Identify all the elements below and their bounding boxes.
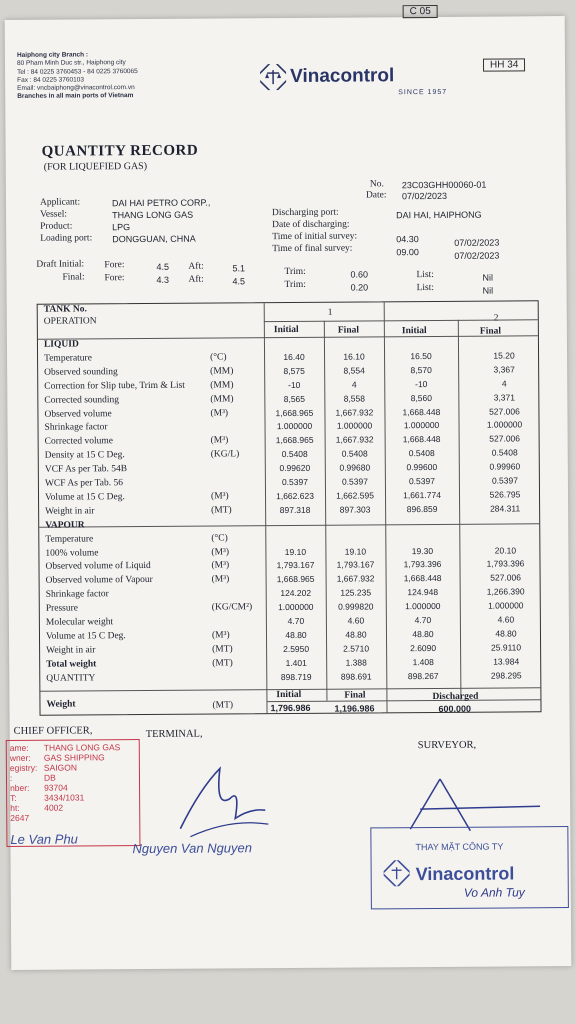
row-label: Corrected sounding [44,394,120,406]
no-label: No. [369,179,384,190]
row-unit: (MT) [212,658,233,669]
table-row [40,642,576,657]
ship-stamp-line: ame: THANG LONG GAS [9,742,121,753]
row-unit: (KG/L) [210,449,240,460]
row-cell: -10 [288,379,301,390]
row-cell [385,531,459,532]
row-cell: 0.5408 [408,448,435,459]
sum-initial-label: Initial [276,689,302,701]
tank1-header: 1 [327,307,333,318]
discharging-port-label: Discharging port: [272,207,339,219]
row-cell: -10 [415,378,428,389]
row-unit: (M³) [211,574,230,585]
row-label: Observed sounding [44,366,118,378]
table-row [39,475,576,490]
draft-initial-label: Draft Initial: [36,259,85,270]
row-unit: (MM) [210,366,234,377]
row-cell: 4 [501,378,507,389]
page-tag: C 05 [403,5,438,18]
row-unit: (°C) [210,352,227,363]
draft-initial-aft: 5.1 [232,263,245,274]
table-row [40,600,576,615]
document-page [5,5,572,970]
final-survey-date: 07/02/2023 [454,250,500,261]
initial-survey-time: 04.30 [396,234,419,245]
surveyor-stamp [370,826,569,909]
table-row [39,517,576,532]
operation-header: OPERATION [43,316,97,327]
final-survey-time: 09.00 [396,247,419,258]
row-unit: (M³) [211,546,230,558]
row-cell: 2.5710 [343,643,370,654]
draft-final-aft: 4.5 [232,276,246,287]
tank1-final-header: Final [337,325,360,336]
row-cell: 1,793.396 [486,558,525,570]
table-row [40,572,576,587]
tank2-initial-header: Initial [401,326,427,337]
row-cell: 0.99680 [339,462,371,473]
draft-initial-list: Nil [482,272,494,283]
branch-info: Haiphong city Branch : 80 Pham Minh Duc str., Haiphong city Tel : 84 0225 3760453 - 84 0225 3760065 Fax : 84 0225 3760103 Email: vncbaiphong@vinacontrol.com.vn Branches in all main ports of Vietnam [16,51,138,101]
draft-final-fore: 4.3 [156,274,170,285]
tank1-initial-header: Initial [273,324,299,336]
row-label: Total weight [46,659,97,670]
surveyor-stamp-text: THAY MẶT CÔNG TY [415,841,504,853]
row-cell: 4 [351,379,357,390]
row-cell: 1.000000 [276,421,313,432]
table-row [38,392,576,407]
row-cell: 8,558 [343,393,366,404]
row-unit: (MM) [210,380,234,391]
table-row [39,419,576,434]
row-cell: 298.295 [490,669,522,681]
draft-list-label: List: [416,269,434,281]
row-cell: 1,667.932 [336,573,375,584]
chief-officer-label: CHIEF OFFICER, [13,725,93,737]
form-code: HH 34 [483,58,525,71]
row-cell: 897.318 [279,504,311,515]
row-label: LIQUID [43,339,79,350]
row-cell: 1,793.167 [276,560,315,571]
sum-initial-value: 1,796.986 [270,702,311,714]
table-row [40,614,576,629]
row-cell: 4.60 [347,615,365,626]
row-label: Observed volume of Liquid [45,561,151,573]
table-row [39,489,576,504]
ship-stamp-line: ht: 4002 [10,802,64,813]
row-label: Observed volume [44,408,112,420]
row-cell: 0.99620 [279,462,311,474]
row-cell: 8,565 [283,393,306,404]
draft-final-label: Final: [62,272,85,283]
row-label: Weight in air [45,506,95,517]
row-cell: 8,575 [283,365,305,376]
record-number: 23C03GHH00060-01 [401,179,487,191]
row-cell: 1,668.448 [403,573,442,584]
draft-final-trim: 0.20 [350,282,369,293]
row-cell: 0.5408 [491,447,518,458]
row-cell: 25.9110 [490,642,522,653]
row-label: QUANTITY [46,672,96,684]
ship-stamp-line: nber: 93704 [10,782,68,793]
table-row [38,405,576,420]
row-cell: 898.719 [280,671,312,682]
row-cell: 897.303 [339,504,371,515]
row-label: Shrinkage factor [44,422,108,434]
row-cell: 527.006 [489,433,521,444]
draft-aft-label: Aft: [188,261,204,272]
row-label: Corrected volume [44,436,113,447]
row-cell: 0.5397 [408,475,435,487]
row-label: Pressure [45,603,79,614]
row-cell: 124.948 [407,587,439,598]
row-cell: 2.6090 [410,642,437,653]
initial-survey-label: Time of initial survey: [272,231,358,243]
row-cell: 1,667.932 [335,434,374,445]
row-cell: 1,662.595 [336,490,374,501]
weight-label: Weight [46,699,76,710]
row-label: Shrinkage factor [45,589,109,600]
draft-fore-label-2: Fore: [104,273,125,284]
discharging-port-value: DAI HAI, HAIPHONG [396,209,482,221]
row-unit: (M³) [211,630,230,641]
row-cell: 19.30 [411,545,434,556]
row-label: Observed volume of Vapour [45,575,153,586]
row-unit: (KG/CM²) [211,602,253,613]
row-cell: 527.006 [489,405,520,417]
draft-list-label-2: List: [416,282,435,294]
weight-unit: (MT) [212,700,234,711]
applicant-label: Applicant: [39,197,81,208]
row-cell: 1,668.965 [275,435,314,446]
surveyor-signature: Vo Anh Tuy [463,885,525,900]
row-label: Temperature [44,353,92,364]
sum-final-value: 1,196.986 [334,703,375,714]
row-cell: 13.984 [493,656,520,667]
row-cell: 16.10 [343,351,365,362]
sum-final-label: Final [344,690,366,701]
row-cell: 1,668.448 [402,434,441,445]
row-cell: 20.10 [494,544,517,556]
tank2-final-header: Final [479,326,502,337]
row-label: Density at 15 C Deg. [44,450,125,461]
vinacontrol-logo: Vinacontrol SINCE 1957 [260,63,394,90]
product-label: Product: [40,221,73,232]
row-cell: 898.691 [340,671,372,682]
row-cell [385,517,459,518]
scales-icon [384,860,410,886]
row-cell: 1,661.774 [403,489,441,501]
row-unit: (M³) [210,491,229,502]
tank2-header: 2 [493,313,499,324]
record-date: 07/02/2023 [401,190,448,202]
draft-trim-label: Trim: [284,266,306,278]
terminal-signature-scribble [160,758,271,839]
row-cell: 526.795 [489,489,521,500]
document-subtitle: (FOR LIQUEFIED GAS) [43,160,148,173]
row-cell: 8,570 [410,364,432,375]
row-cell: 1,668.965 [275,407,314,418]
row-cell: 3,367 [493,364,515,375]
row-cell: 3,371 [493,392,516,403]
applicant-value: DAI HAI PETRO CORP., [111,197,211,209]
table-row [38,364,576,379]
row-cell: 1,793.396 [403,559,442,570]
tank-no-header: TANK No. [43,304,87,315]
row-cell [384,337,458,338]
row-unit: (MM) [210,393,234,405]
row-cell: 48.80 [285,629,307,640]
row-cell: 0.5408 [341,448,368,459]
table-row [38,378,576,393]
document-title: QUANTITY RECORD [41,142,199,160]
table-row [40,628,576,643]
table-row [38,350,576,365]
row-cell: 4.60 [497,614,515,625]
row-unit: (°C) [211,533,228,544]
row-cell: 1.000000 [278,601,314,613]
row-label: Volume at 15 C Deg. [45,631,126,642]
quantity-table [37,300,542,715]
draft-trim-label-2: Trim: [284,279,306,291]
row-label: Molecular weight [45,617,114,628]
row-cell: 896.859 [406,503,438,514]
vessel-value: THANG LONG GAS [112,209,194,221]
draft-final-list: Nil [482,285,494,296]
draft-aft-label-2: Aft: [188,274,204,285]
loading-port-value: DONGGUAN, CHNA [112,233,196,245]
row-cell: 125.235 [340,587,372,598]
row-cell: 1,668.965 [276,574,315,585]
row-label: 100% volume [45,547,99,559]
row-cell: 1,668.448 [402,406,441,417]
table-row [40,670,576,685]
row-cell: 1,266.390 [486,586,525,597]
row-cell: 1,793.167 [336,559,375,571]
product-value: LPG [112,222,131,233]
ship-stamp-line: egistry: SAIGON [9,762,78,773]
row-label: WCF As per Tab. 56 [44,478,124,489]
draft-fore-label: Fore: [104,260,125,271]
draft-initial-fore: 4.5 [156,261,169,272]
row-cell: 15.20 [493,350,515,361]
terminal-signature: Nguyen Van Nguyen [132,840,253,857]
ship-stamp-line: wner: GAS SHIPPING [9,752,105,763]
row-cell: 0.999820 [338,601,374,612]
row-cell: 16.50 [410,350,432,362]
row-label: VAPOUR [45,520,85,531]
table-row [39,503,576,518]
row-cell: 124.202 [280,588,312,599]
table-row [39,558,576,573]
row-cell: 0.5397 [491,475,518,486]
row-cell: 16.40 [283,351,305,362]
row-cell: 1.388 [345,657,367,668]
row-cell: 48.80 [345,629,367,640]
row-unit: (MT) [211,505,232,516]
row-cell: 1,662.623 [276,490,314,501]
row-cell: 2.5950 [283,643,310,654]
row-cell: 0.5397 [341,476,368,487]
table-row [40,656,576,671]
chief-signature: Le Van Phu [10,831,78,847]
row-label: Volume at 15 C Deg. [44,492,125,503]
row-cell: 527.006 [490,572,521,583]
row-cell: 19.10 [284,546,307,557]
row-cell: 1.000000 [403,420,440,431]
row-unit: (M³) [211,560,230,571]
surveyor-label: SURVEYOR, [417,739,477,752]
surveyor-stamp-logo: Vinacontrol [415,863,515,885]
row-cell: 48.80 [495,628,517,639]
table-row [39,461,576,476]
row-label: Weight in air [46,645,96,656]
row-unit: (M³) [210,435,229,446]
row-cell: 4.70 [287,615,305,627]
row-cell: 48.80 [412,628,434,640]
loading-port-label: Loading port: [40,233,93,244]
table-row [39,447,576,462]
row-cell: 1.000000 [336,420,373,432]
table-row [39,531,576,546]
row-cell: 4.70 [414,615,432,626]
draft-initial-trim: 0.60 [350,269,369,280]
row-unit: (M³) [210,407,229,419]
ship-stamp-line: : DB [9,772,56,783]
sum-discharged-value: 600.000 [438,703,472,714]
ship-stamp-line: 2647 [10,812,30,823]
row-cell: 1.408 [412,656,434,667]
date-discharging-label: Date of discharging: [272,219,350,231]
table-row [39,544,576,559]
row-unit: (MT) [212,644,233,655]
terminal-label: TERMINAL, [145,728,203,740]
row-cell: 1.000000 [488,600,524,611]
row-cell: 19.10 [344,545,367,557]
initial-survey-date: 07/02/2023 [454,237,500,248]
row-label: VCF As per Tab. 54B [44,464,128,475]
row-cell: 0.99600 [406,462,438,473]
row-cell: 1,667.932 [335,406,374,418]
table-row [39,433,576,448]
row-label: Temperature [45,533,94,545]
row-cell: 8,554 [343,365,365,376]
scales-icon [260,64,286,90]
final-survey-label: Time of final survey: [272,243,353,255]
row-cell: 898.267 [407,670,439,681]
table-row [38,336,576,351]
vessel-label: Vessel: [40,209,68,220]
row-label: Correction for Slip tube, Trim & List [44,380,185,392]
row-cell: 0.99960 [489,461,521,472]
row-cell: 8,560 [410,392,433,403]
date-label: Date: [365,190,387,201]
row-cell: 1.401 [285,657,307,668]
ship-stamp-line: T: 3434/1031 [10,792,85,803]
row-cell: 0.5397 [281,476,308,488]
sum-discharged-label: Discharged [432,691,479,702]
row-cell: 0.5408 [281,449,308,460]
table-row [40,586,576,601]
row-cell: 1.000000 [405,601,441,612]
row-cell: 1.000000 [486,419,523,431]
row-cell: 284.311 [490,503,521,514]
